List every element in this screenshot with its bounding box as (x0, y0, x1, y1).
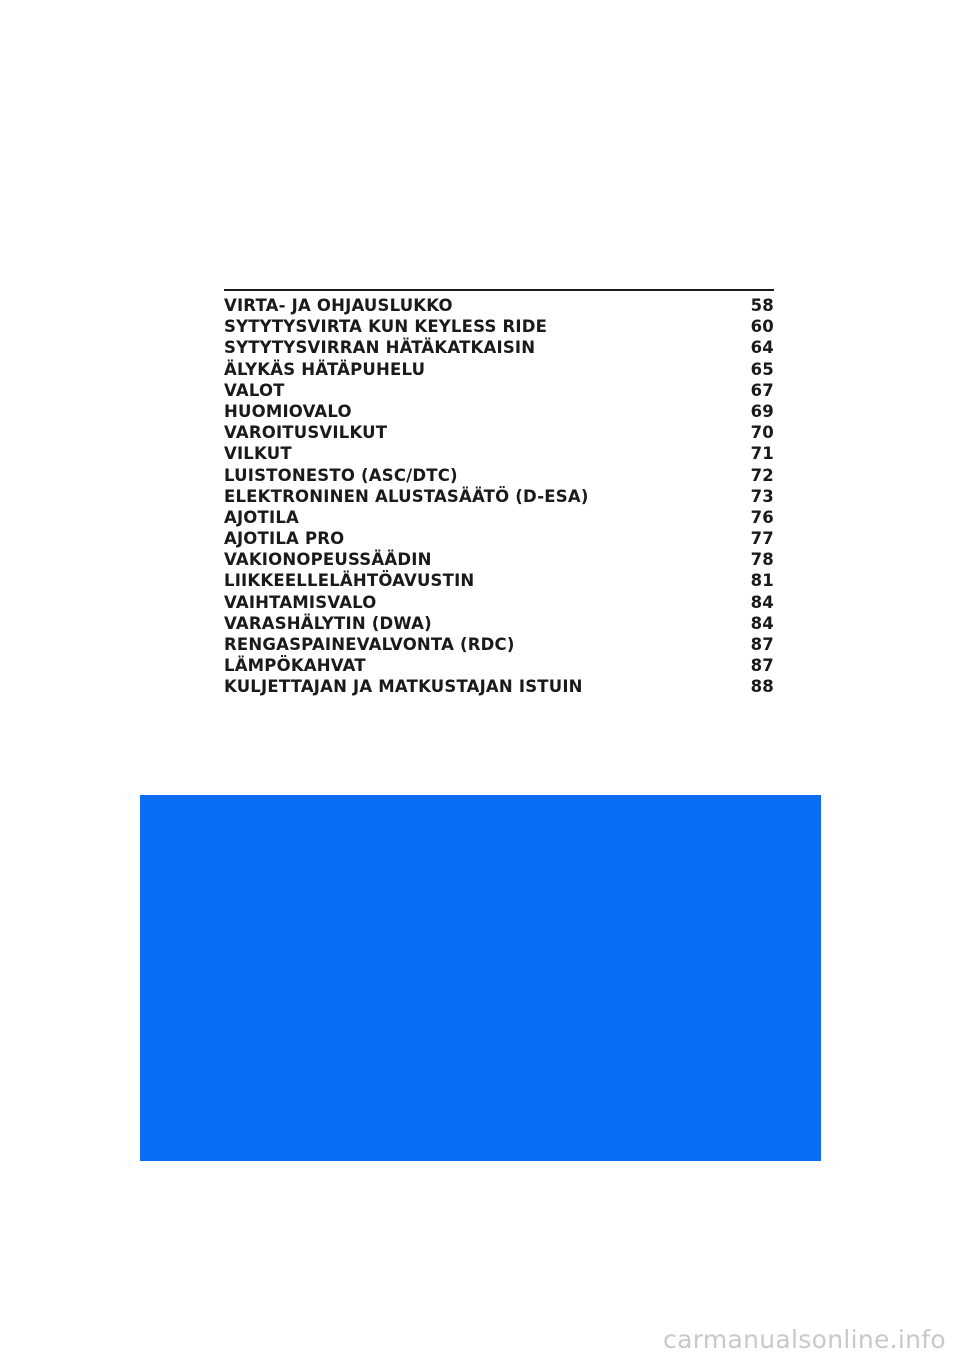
toc-entry-page: 87 (750, 635, 774, 654)
toc-entry-title: SYTYTYSVIRRAN HÄTÄKATKAISIN (224, 338, 536, 358)
toc-entry[interactable] (224, 316, 774, 337)
toc-entry-page: 60 (750, 317, 774, 337)
toc-entry-page: 65 (750, 359, 774, 379)
toc-entry-title: VAROITUSVILKUT (224, 423, 388, 443)
toc-entry-title: VAKIONOPEUSSÄÄDIN (224, 550, 432, 570)
toc-entry-title: ELEKTRONINEN ALUSTASÄÄTÖ (D-ESA) (224, 486, 589, 506)
toc-entry-title: AJOTILA (224, 507, 300, 527)
toc-entry[interactable] (224, 380, 774, 401)
toc-entry-title: SYTYTYSVIRTA KUN KEYLESS RIDE (224, 317, 548, 337)
toc-entry[interactable] (224, 592, 774, 613)
toc-entry-title: VALOT (224, 380, 285, 400)
toc-entry-page: 77 (750, 529, 774, 549)
toc-entry-title: RENGASPAINEVALVONTA (RDC) (224, 635, 515, 654)
blue-panel (140, 795, 821, 1161)
toc-entry[interactable] (224, 634, 774, 655)
toc-entry[interactable] (224, 337, 774, 358)
toc-entry-title: KULJETTAJAN JA MATKUSTAJAN ISTUIN (224, 677, 583, 697)
toc-entry-page: 76 (750, 507, 774, 527)
toc-entry-title: VARASHÄLYTIN (DWA) (224, 613, 432, 633)
toc-entry[interactable] (224, 655, 774, 676)
toc-entry[interactable] (224, 676, 774, 697)
toc-entry-page: 78 (750, 550, 774, 570)
toc-entry-title: LIIKKEELLELÄHTÖAVUSTIN (224, 571, 475, 591)
toc-entry-page: 70 (750, 423, 774, 443)
toc-entry-page: 67 (750, 380, 774, 400)
toc-entry-page: 84 (750, 592, 774, 612)
toc-entry[interactable] (224, 507, 774, 528)
toc-entry-page: 73 (750, 486, 774, 506)
watermark: carmanualsonline.info (663, 1325, 946, 1354)
toc-list (224, 295, 774, 698)
toc-entry[interactable] (224, 359, 774, 380)
toc-entry[interactable] (224, 443, 774, 464)
toc-entry-title: LÄMPÖKAHVAT (224, 656, 366, 676)
toc-entry-page: 84 (750, 613, 774, 633)
toc-entry[interactable] (224, 465, 774, 486)
toc-entry-title: VIRTA- JA OHJAUSLUKKO (224, 296, 453, 315)
toc-entry-page: 71 (750, 444, 774, 464)
toc-entry-page: 69 (750, 401, 774, 421)
toc-entry[interactable] (224, 528, 774, 549)
toc-entry[interactable] (224, 570, 774, 591)
toc-entry-title: LUISTONESTO (ASC/DTC) (224, 465, 458, 485)
table-of-contents (224, 289, 774, 698)
toc-entry[interactable] (224, 613, 774, 634)
toc-entry-page: 72 (750, 465, 774, 485)
toc-entry-title: VAIHTAMISVALO (224, 592, 377, 612)
toc-entry[interactable] (224, 401, 774, 422)
toc-entry-page: 87 (750, 656, 774, 676)
toc-entry[interactable] (224, 486, 774, 507)
toc-entry-title: HUOMIOVALO (224, 401, 352, 421)
toc-entry-page: 58 (750, 296, 774, 315)
toc-entry-page: 64 (750, 338, 774, 358)
toc-entry[interactable] (224, 295, 774, 316)
toc-entry-page: 88 (750, 677, 774, 697)
toc-entry-title: AJOTILA PRO (224, 529, 345, 549)
toc-entry-page: 81 (750, 571, 774, 591)
toc-entry[interactable] (224, 549, 774, 570)
toc-entry-title: ÄLYKÄS HÄTÄPUHELU (224, 359, 426, 379)
toc-entry[interactable] (224, 422, 774, 443)
toc-entry-title: VILKUT (224, 444, 292, 464)
